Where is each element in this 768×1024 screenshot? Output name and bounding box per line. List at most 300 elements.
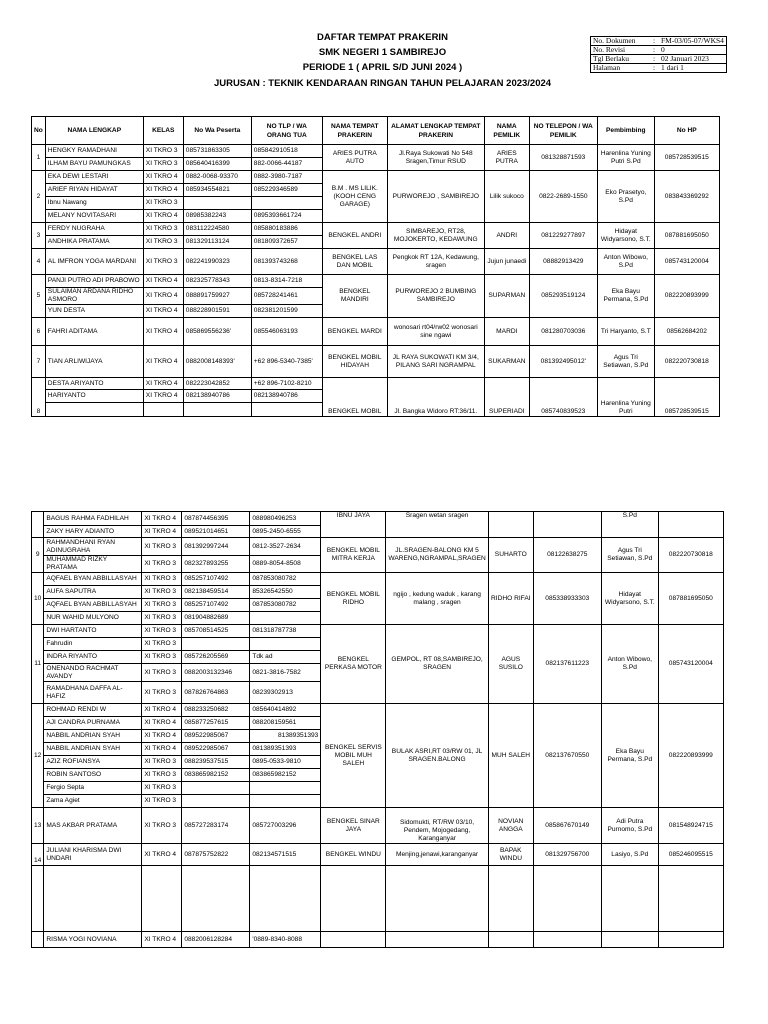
parent-phone: 0821-3816-7582 xyxy=(250,664,321,682)
mentor-phone: 082220730818 xyxy=(654,346,719,378)
mentor-name: Anton Wibowo, S.Pd xyxy=(597,249,654,275)
student-class: XI TKRO 4 xyxy=(143,318,183,346)
place-address: Sidomukti, RT/RW 03/10, Pendem, Mojogedang, Karanganyar xyxy=(386,808,488,844)
student-name: ONENANDO RACHMAT AVANDY xyxy=(44,664,142,682)
parent-phone xyxy=(250,795,321,808)
place-address: Jl.Raya Sukowati No 548 Sragen,Timur RSUD xyxy=(387,145,484,171)
student-wa: 081329113124 xyxy=(183,236,251,249)
parent-phone xyxy=(250,782,321,795)
doc-sep: : xyxy=(649,37,659,46)
student-class: XI TKRO 4 xyxy=(142,717,182,730)
mentor-phone: 085743120004 xyxy=(658,625,723,704)
placement-table-page-2 xyxy=(31,511,724,948)
parent-phone xyxy=(250,612,321,625)
place-name: BENGKEL WINDU xyxy=(321,844,386,866)
owner-name: RIDHO RIFAI xyxy=(488,573,533,625)
student-wa: 088891759927 xyxy=(183,288,251,305)
place-address: Sragen wetan sragen xyxy=(386,512,488,538)
student-wa: 085640416399 xyxy=(183,158,251,171)
parent-phone: 0812-3527-2634 xyxy=(250,538,321,556)
student-wa: 085257107492 xyxy=(182,599,250,612)
student-name: EKA DEWI LESTARI xyxy=(45,171,143,184)
column-header: NAMA TEMPAT PRAKERIN xyxy=(322,117,387,145)
student-class: XI TKRO 3 xyxy=(143,158,183,171)
mentor-phone: 083843369292 xyxy=(654,171,719,223)
owner-name: SUHARTO xyxy=(488,538,533,573)
student-wa: 085257107492 xyxy=(182,573,250,586)
place-name: BENGKEL LAS DAN MOBIL xyxy=(322,249,387,275)
doc-value: 1 dari 1 xyxy=(659,64,726,73)
document-page-1 xyxy=(0,0,768,452)
student-name: AL IMFRON YOGA MARDANI xyxy=(45,249,143,275)
row-number: 14 xyxy=(32,844,44,866)
student-wa xyxy=(182,795,250,808)
mentor-phone: 085728539515 xyxy=(654,145,719,171)
mentor-name: Harenlina Yuning Putri xyxy=(597,378,654,417)
row-number: 11 xyxy=(32,625,44,704)
student-wa: 089521014651 xyxy=(182,526,250,538)
table-row xyxy=(32,704,724,717)
student-name: TIAN ARLIWIJAYA xyxy=(45,346,143,378)
student-wa xyxy=(183,197,251,210)
student-name: Fergio Septa xyxy=(44,782,142,795)
place-name: BENGKEL MARDI xyxy=(322,318,387,346)
student-name: PANJI PUTRO ADI PRABOWO xyxy=(45,275,143,288)
place-name: ARIES PUTRA AUTO xyxy=(322,145,387,171)
parent-phone: 085229346589 xyxy=(251,184,322,197)
table-row xyxy=(32,249,720,275)
parent-phone xyxy=(250,638,321,651)
student-class: XI TKRO 4 xyxy=(142,512,182,526)
column-header: NAMA LENGKAP xyxy=(45,117,143,145)
student-class: XI TKRO 3 xyxy=(142,782,182,795)
placement-table-page-1 xyxy=(31,116,720,417)
parent-phone: 082381201599 xyxy=(251,305,322,318)
parent-phone: 088980496253 xyxy=(250,512,321,526)
student-wa: 082327893255 xyxy=(182,556,250,573)
owner-phone: 081280703036 xyxy=(529,318,597,346)
parent-phone: 085640414892 xyxy=(250,704,321,717)
doc-value: 0 xyxy=(659,46,726,55)
student-wa: 087826764863 xyxy=(182,682,250,704)
table-row xyxy=(32,318,720,346)
row-number: 6 xyxy=(32,318,46,346)
parent-phone: 0823930291З xyxy=(250,682,321,704)
student-name: MUHAMMAD RIZKY PRATAMA xyxy=(44,556,142,573)
student-wa xyxy=(182,638,250,651)
owner-name: SUKARMAN xyxy=(484,346,529,378)
student-name: ANDHIKA PRATAMA xyxy=(45,236,143,249)
owner-phone: 085740839523 xyxy=(529,378,597,417)
student-wa: 082223042852 xyxy=(183,378,251,390)
place-address: BULAK ASRI,RT 03/RW 01, JL SRAGEN.BALONG xyxy=(386,704,488,808)
owner-name: NOVIAN ANGGA xyxy=(488,808,533,844)
document-page-2 xyxy=(0,505,768,1024)
student-class: XI TKRO 3 xyxy=(143,223,183,236)
parent-phone: 082134571515 xyxy=(250,844,321,866)
title-line-4: JURUSAN : TEKNIK KENDARAAN RINGAN TAHUN PELAJARAN 2023/2024 xyxy=(213,78,552,89)
student-class: XI TKRO 4 xyxy=(143,275,183,288)
student-class: XI TKRO 4 xyxy=(142,743,182,756)
student-wa: 0882003132346 xyxy=(182,664,250,682)
student-name: AQFAEL BYAN ABBILLASYAH xyxy=(44,599,142,612)
place-name: BENGKEL MOBIL RIDHO xyxy=(321,573,386,625)
owner-phone: 08122638275 xyxy=(533,538,601,573)
student-name: MELANY NOVITASARI xyxy=(45,210,143,223)
student-name: ROBIN SANTOSO xyxy=(44,769,142,782)
row-number: 13 xyxy=(32,808,44,844)
student-class: XI TKRO 3 xyxy=(142,573,182,586)
row-number: 1 xyxy=(32,145,46,171)
owner-phone: 081328871593 xyxy=(529,145,597,171)
student-name: YUN DESTA xyxy=(45,305,143,318)
student-wa: 088233250682 xyxy=(182,704,250,717)
column-header: No HP xyxy=(654,117,719,145)
student-class: XI TKRO 3 xyxy=(142,682,182,704)
place-name: BENGKEL MOBIL xyxy=(322,378,387,417)
student-class: XI TKRO 3 xyxy=(142,586,182,599)
student-class: XI TKRO 4 xyxy=(143,390,183,403)
place-name: B.M . MS LILIK. (KOOH CENG GARAGE) xyxy=(322,171,387,223)
parent-phone: 85326542550 xyxy=(250,586,321,599)
mentor-name: Adi Putra Purnomo, S.Pd xyxy=(601,808,658,844)
owner-phone: 081392495012' xyxy=(529,346,597,378)
student-name: HARIYANTO xyxy=(45,390,143,403)
student-name: BAGUS RAHMA FADHILAH xyxy=(44,512,142,526)
row-number: 2 xyxy=(32,171,46,223)
student-wa: 085877257615 xyxy=(182,717,250,730)
parent-phone: 0882-3980-7187 xyxy=(251,171,322,184)
parent-phone: 0895-0533-9810 xyxy=(250,756,321,769)
mentor-phone: 082220893999 xyxy=(654,275,719,318)
parent-phone: 082138940786 xyxy=(251,390,322,403)
student-wa: 085731863305 xyxy=(183,145,251,158)
place-name: BENGKEL ANDRI xyxy=(322,223,387,249)
place-address: GEMPOL, RT 08,SAMBIREJO, SRAGEN xyxy=(386,625,488,704)
owner-name: ARIES PUTRA xyxy=(484,145,529,171)
parent-phone: 081809372657 xyxy=(251,236,322,249)
student-name: DWI HARTANTO xyxy=(44,625,142,638)
column-header: NAMA PEMILIK xyxy=(484,117,529,145)
owner-name: MARDI xyxy=(484,318,529,346)
student-class: XI TKRO 4 xyxy=(143,378,183,390)
place-name: IBNU JAYA xyxy=(321,512,386,538)
student-name: FAHRI ADITAMA xyxy=(45,318,143,346)
parent-phone: 0895393661724 xyxy=(251,210,322,223)
owner-phone: 085293519124 xyxy=(529,275,597,318)
student-class: XI TKRO 3 xyxy=(142,651,182,664)
place-address: PURWOREJO , SAMBIREJO xyxy=(387,171,484,223)
student-wa xyxy=(182,782,250,795)
row-number: 12 xyxy=(32,704,44,808)
student-wa: 088239537515 xyxy=(182,756,250,769)
parent-phone: 0889-8054-8508 xyxy=(250,556,321,573)
doc-value: 02 Januari 2023 xyxy=(659,55,726,64)
owner-phone: 082137611223 xyxy=(533,625,601,704)
student-wa: 082138459514 xyxy=(182,586,250,599)
place-address: PURWOREJO 2 BUMBING SAMBIREJO xyxy=(387,275,484,318)
student-name: AZIZ ROFIANSYA xyxy=(44,756,142,769)
document-info-table xyxy=(590,36,727,73)
mentor-phone: 087881695050 xyxy=(658,573,723,625)
owner-name: Lilik sukoco xyxy=(484,171,529,223)
table-row xyxy=(32,573,724,586)
owner-name: ANDRI xyxy=(484,223,529,249)
column-header: ALAMAT LENGKAP TEMPAT PRAKERIN xyxy=(387,117,484,145)
row-number: 7 xyxy=(32,346,46,378)
owner-phone: 085338933303 xyxy=(533,573,601,625)
student-wa: 08985382243 xyxy=(183,210,251,223)
mentor-name: Agus Tri Setiawan, S.Pd xyxy=(601,538,658,573)
student-wa: 0882-0068-93370 xyxy=(183,171,251,184)
parent-phone: 882-0066-44187 xyxy=(251,158,322,171)
owner-phone: 085867670149 xyxy=(533,808,601,844)
table-row xyxy=(32,346,720,378)
student-wa: 085708514525 xyxy=(182,625,250,638)
place-name: BENGKEL PERKASA MOTOR xyxy=(321,625,386,704)
student-class: XI TKRO 4 xyxy=(143,184,183,197)
place-address: wonosari rt04/rw02 wonosari sine ngawi xyxy=(387,318,484,346)
owner-name: SUPERIADI xyxy=(484,378,529,417)
table-row xyxy=(32,378,720,390)
student-name: AJI CANDRA PURNAMA xyxy=(44,717,142,730)
student-class: XI TKRO 3 xyxy=(142,808,182,844)
place-address: ngijo , kedung waduk , karang malang , sragen xyxy=(386,573,488,625)
student-wa: 085934554821 xyxy=(183,184,251,197)
table-row xyxy=(32,808,724,844)
student-wa: 082241990323 xyxy=(183,249,251,275)
parent-phone: 083865982152 xyxy=(250,769,321,782)
student-wa: 0882008148393' xyxy=(183,346,251,378)
row-number: 8 xyxy=(32,378,46,417)
student-class: XI TKRO 4 xyxy=(142,704,182,717)
owner-name: MUH SALEH xyxy=(488,704,533,808)
student-wa: 088228901591 xyxy=(183,305,251,318)
column-header: No Wa Peserta xyxy=(183,117,251,145)
owner-name: SUPARMAN xyxy=(484,275,529,318)
mentor-phone: 08562684202 xyxy=(654,318,719,346)
student-name: ILHAM BAYU PAMUNGKAS xyxy=(45,158,143,171)
row-number: 9 xyxy=(32,538,44,573)
student-wa: 085727283174 xyxy=(182,808,250,844)
place-address: Pengkok RT 12A, Kedawung, sragen xyxy=(387,249,484,275)
place-address: JL.SRAGEN-BALONG KM 5 WARENG,NGRAMPAL,SRAGEN xyxy=(386,538,488,573)
doc-label: Tgl Berlaku xyxy=(591,55,650,64)
parent-phone: 085728241461 xyxy=(251,288,322,305)
table-row xyxy=(32,625,724,638)
title-line-3: PERIODE 1 ( APRIL S/D JUNI 2024 ) xyxy=(302,62,463,73)
student-class: XI TKRO 3 xyxy=(142,638,182,651)
student-class: XI TKRO 4 xyxy=(143,171,183,184)
student-name: NUR WAHID MULYONO xyxy=(44,612,142,625)
doc-value: FM-03/05-07/WKS4 xyxy=(659,37,726,46)
mentor-name: Eko Prasetyo, S.Pd xyxy=(597,171,654,223)
parent-phone: 081389351393 xyxy=(250,743,321,756)
student-wa: 082325778343 xyxy=(183,275,251,288)
place-name: BENGKEL MOBIL HIDAYAH xyxy=(322,346,387,378)
student-class: XI TKRO 4 xyxy=(143,346,183,378)
place-address: SIMBAREJO, RT28, MOJOKERTO, KEDAWUNG xyxy=(387,223,484,249)
parent-phone: 087853080782 xyxy=(250,599,321,612)
student-name: RAHMANDHANI RYAN ADINUGRAHA xyxy=(44,538,142,556)
parent-phone: Tdk ad xyxy=(250,651,321,664)
title-line-1: DAFTAR TEMPAT PRAKERIN xyxy=(317,32,448,43)
title-line-2: SMK NEGERI 1 SAMBIREJO xyxy=(318,47,447,58)
parent-phone: +62 896-5340-7385' xyxy=(251,346,322,378)
student-name: DESTA ARIYANTO xyxy=(45,378,143,390)
doc-label: Halaman xyxy=(591,64,650,73)
student-class: XI TKRO 3 xyxy=(142,664,182,682)
parent-phone xyxy=(251,197,322,210)
student-wa: 087874456395 xyxy=(182,512,250,526)
student-wa: 081392997244 xyxy=(182,538,250,556)
student-class: XI TKRO 4 xyxy=(143,305,183,318)
doc-sep: : xyxy=(649,55,659,64)
place-address: Jl. Bangka Widoro RT:36/11. xyxy=(387,378,484,417)
student-class: XI TKRO 3 xyxy=(143,236,183,249)
parent-phone: 087853080782 xyxy=(250,573,321,586)
place-name: BENGKEL MOBIL MITRA KERJA xyxy=(321,538,386,573)
student-class: XI TKRO 3 xyxy=(142,795,182,808)
student-class: XI TKRO 4 xyxy=(142,932,182,948)
parent-phone: 0895-2450-6555 xyxy=(250,526,321,538)
parent-phone: 088208159561 xyxy=(250,717,321,730)
table-row xyxy=(32,932,724,948)
doc-sep: : xyxy=(649,46,659,55)
parent-phone: 081318787738 xyxy=(250,625,321,638)
student-class: XI TKRO 4 xyxy=(142,526,182,538)
place-name: BENGKEL MANDIRI xyxy=(322,275,387,318)
student-wa: 0882006128284 xyxy=(182,932,250,948)
column-header: NO TELEPON / WA PEMILIK xyxy=(529,117,597,145)
place-address: Menjing,jenawi,karanganyar xyxy=(386,844,488,866)
student-name: FERDY NUGRAHA xyxy=(45,223,143,236)
owner-phone: 0822-2689-1550 xyxy=(529,171,597,223)
place-name: BENGKEL SERVIS MOBIL MUH SALEH xyxy=(321,704,386,808)
doc-label: No. Revisi xyxy=(591,46,650,55)
parent-phone: 81389351393 xyxy=(250,730,321,743)
student-class: XI TKRO 3 xyxy=(143,197,183,210)
mentor-name: Agus Tri Setiawan, S.Pd xyxy=(597,346,654,378)
student-class: XI TKRO 3 xyxy=(142,612,182,625)
parent-phone: 081393743268 xyxy=(251,249,322,275)
owner-name: BAPAK WINDU xyxy=(488,844,533,866)
place-address: JL RAYA SUKOWATI KM 3/4, PILANG SARI NGRAMPAL xyxy=(387,346,484,378)
mentor-phone: 085728539515 xyxy=(654,378,719,417)
student-name: AQFAEL BYAN ABBILLASYAH xyxy=(44,573,142,586)
student-class: XI TKRO 3 xyxy=(143,249,183,275)
student-class: XI TKRO 3 xyxy=(142,538,182,556)
student-name: INDRA RIYANTO xyxy=(44,651,142,664)
place-name: BENGKEL SINAR JAYA xyxy=(321,808,386,844)
student-name: NABBIL ANDRIAN SYAH xyxy=(44,730,142,743)
row-number: 4 xyxy=(32,249,46,275)
page-gap xyxy=(0,452,768,505)
student-wa: 089522985067 xyxy=(182,743,250,756)
student-name: RAMADHANA DAFFA AL-HAFIZ xyxy=(44,682,142,704)
student-name: SULAIMAN ARDANA RIDHO ASMORO xyxy=(45,288,143,305)
student-class: XI TKRO 4 xyxy=(143,210,183,223)
student-name: ZAKY HARY ADIANTO xyxy=(44,526,142,538)
mentor-name: Tri Haryanto, S.T xyxy=(597,318,654,346)
student-class: XI TKRO 4 xyxy=(143,288,183,305)
doc-sep: : xyxy=(649,64,659,73)
mentor-phone: 085743120004 xyxy=(654,249,719,275)
table-row xyxy=(32,223,720,236)
student-name: JULIANI KHARISMA DWI UNDARI xyxy=(44,844,142,866)
student-name: AUFA SAPUTRA xyxy=(44,586,142,599)
owner-phone: 082137670550 xyxy=(533,704,601,808)
student-class: XI TKRO 3 xyxy=(142,556,182,573)
table-row xyxy=(32,538,724,556)
table-row xyxy=(32,512,724,526)
student-wa: 089522985067 xyxy=(182,730,250,743)
row-number: 3 xyxy=(32,223,46,249)
student-class: XI TKRO 4 xyxy=(142,730,182,743)
student-name: Fahrudin xyxy=(44,638,142,651)
student-wa: 081904882689 xyxy=(182,612,250,625)
student-name: RISMA YOGI NOVIANA xyxy=(44,932,142,948)
table-row xyxy=(32,171,720,184)
owner-phone: 081329756700 xyxy=(533,844,601,866)
student-class: XI TKRO 3 xyxy=(142,769,182,782)
mentor-name: Eka Bayu Permana, S.Pd xyxy=(601,704,658,808)
parent-phone: '0889-8340-8088 xyxy=(250,932,321,948)
student-name: NABBIL ANDRIAN SYAH xyxy=(44,743,142,756)
student-class: XI TKRO 3 xyxy=(143,145,183,158)
table-row xyxy=(32,844,724,866)
mentor-name: Lasiyo, S.Pd xyxy=(601,844,658,866)
mentor-name: Hidayat Widyarsono, S.T. xyxy=(597,223,654,249)
mentor-phone: 082220730818 xyxy=(658,538,723,573)
mentor-name: Hidayat Widyarsono, S.T. xyxy=(601,573,658,625)
student-name: ARIEF RIYAN HIDAYAT xyxy=(45,184,143,197)
mentor-name: S.Pd xyxy=(601,512,658,538)
column-header: Pembimbing xyxy=(597,117,654,145)
table-header-row xyxy=(32,117,720,145)
mentor-name: Harenlina Yuning Putri S.Pd xyxy=(597,145,654,171)
mentor-name: Eka Bayu Permana, S.Pd xyxy=(597,275,654,318)
table-row xyxy=(32,866,724,932)
student-wa: 085869556236' xyxy=(183,318,251,346)
student-wa: 085726205569 xyxy=(182,651,250,664)
student-class: XI TKRO 3 xyxy=(142,599,182,612)
parent-phone: 0813-8314-7218 xyxy=(251,275,322,288)
student-class: XI TKRO 3 xyxy=(142,756,182,769)
row-number: 10 xyxy=(32,573,44,625)
column-header: KELAS xyxy=(143,117,183,145)
student-name: HENGKY RAMADHANI xyxy=(45,145,143,158)
student-name: ROHMAD RENDI W xyxy=(44,704,142,717)
table-row xyxy=(32,275,720,288)
mentor-phone: 087881695050 xyxy=(654,223,719,249)
student-name: Ibnu Nawang xyxy=(45,197,143,210)
student-wa: 087875752822 xyxy=(182,844,250,866)
student-name: MAS AKBAR PRATAMA xyxy=(44,808,142,844)
owner-phone: 08882913429 xyxy=(529,249,597,275)
mentor-phone: 081548924715 xyxy=(658,808,723,844)
parent-phone: 085880183886 xyxy=(251,223,322,236)
owner-name: Jujun junaedi xyxy=(484,249,529,275)
student-wa: 083865982152 xyxy=(182,769,250,782)
owner-name: AGUS SUSILO xyxy=(488,625,533,704)
mentor-phone: 082220893999 xyxy=(658,704,723,808)
student-class: XI TKRO 3 xyxy=(142,625,182,638)
parent-phone: +62 896-7102-8210 xyxy=(251,378,322,390)
parent-phone: 085546063193 xyxy=(251,318,322,346)
student-wa: 082138940786 xyxy=(183,390,251,403)
parent-phone: 085842910518 xyxy=(251,145,322,158)
